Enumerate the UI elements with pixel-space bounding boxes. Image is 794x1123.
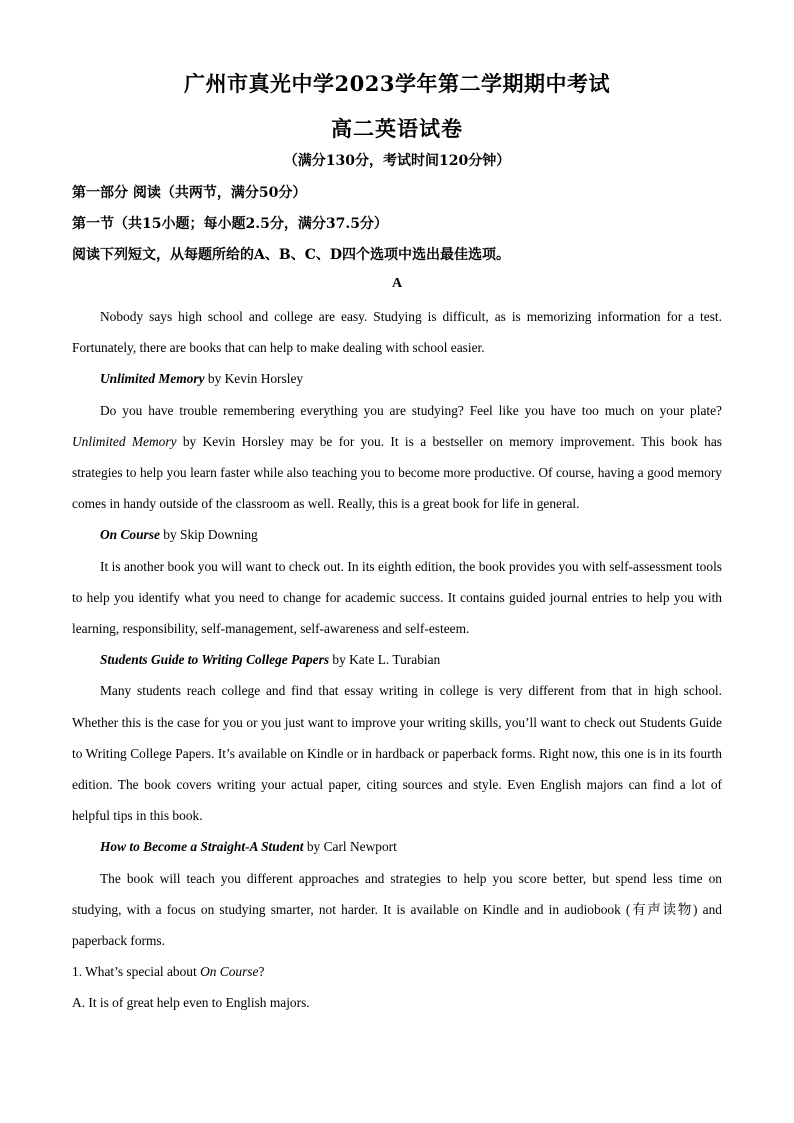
exam-subtitle: 高二英语试卷	[331, 116, 463, 141]
book-title: On Course	[100, 527, 160, 543]
book-description: Many students reach college and find that essay writing in college is very different from that in high school. Whether this is the case for you or you just want to improve your writing skills, you’ll want to check out Students Guide to Writing College Papers. It’s available on Kindle or in hardback or paperback forms. Right now, this one is in its fourth edition. The book covers writing your actual paper, citing sources and style. Even English majors can find a lot of helpful tips in this book.	[72, 683, 722, 824]
passage-body	[72, 301, 722, 1019]
book-heading	[72, 363, 722, 394]
question-option-a: A. It is of great help even to English majors.	[72, 995, 310, 1011]
book-heading	[72, 644, 722, 675]
question-stem	[72, 956, 722, 987]
book-author: by Kate L. Turabian	[329, 652, 441, 668]
book-description	[72, 395, 722, 520]
question-emphasis: On Course	[200, 964, 259, 980]
part-heading: 第一部分 阅读（共两节，满分50分）	[72, 185, 307, 201]
exam-title: 广州市真光中学2023学年第二学期期中考试	[184, 71, 610, 96]
book-author: by Kevin Horsley	[204, 371, 304, 387]
book-title-inline: Unlimited Memory	[72, 433, 177, 449]
book-author: by Skip Downing	[159, 527, 258, 543]
book-heading	[72, 519, 722, 550]
question-text: 1. What’s special about	[72, 964, 201, 980]
book-description: It is another book you will want to check out. In its eighth edition, the book provides you with self-assessment tools to help you identify what you need to change for academic success. It contains guided journal entries to help you with learning, responsibility, self-management, self-awareness and self-esteem.	[72, 558, 722, 637]
book-author: by Carl Newport	[303, 839, 397, 855]
passage-letter: A	[391, 276, 403, 291]
book-description-text: by Kevin Horsley may be for you. It is a bestseller on memory improvement. This book has strategies to help you learn faster while also teaching you to become more productive. Of course, having a good memory comes in handy outside of the classroom as well. Really, this is a great book for life in general.	[72, 433, 722, 512]
book-description-text: Do you have trouble remembering everything you are studying? Feel like you have too much on your plate?	[100, 402, 722, 418]
book-title: Students Guide to Writing College Papers	[100, 652, 330, 668]
section-heading: 第一节（共15小题；每小题2.5分，满分37.5分）	[72, 216, 388, 232]
book-heading	[72, 831, 722, 862]
book-title: How to Become a Straight-A Student	[100, 839, 304, 855]
book-description: The book will teach you different approaches and strategies to help you score better, but spend less time on studying, with a focus on studying smarter, not harder. It is available on Kindle and in audiobook (有声读物) and paperback forms.	[72, 870, 722, 949]
question-text: ?	[258, 964, 265, 980]
passage-intro: Nobody says high school and college are easy. Studying is difficult, as is memorizing information for a test. Fortunately, there are books that can help to make dealing with school easier.	[72, 309, 722, 356]
book-title: Unlimited Memory	[100, 371, 205, 387]
instruction-text: 阅读下列短文，从每题所给的A、B、C、D四个选项中选出最佳选项。	[72, 247, 510, 263]
exam-note: （满分130分，考试时间120分钟）	[283, 153, 511, 169]
